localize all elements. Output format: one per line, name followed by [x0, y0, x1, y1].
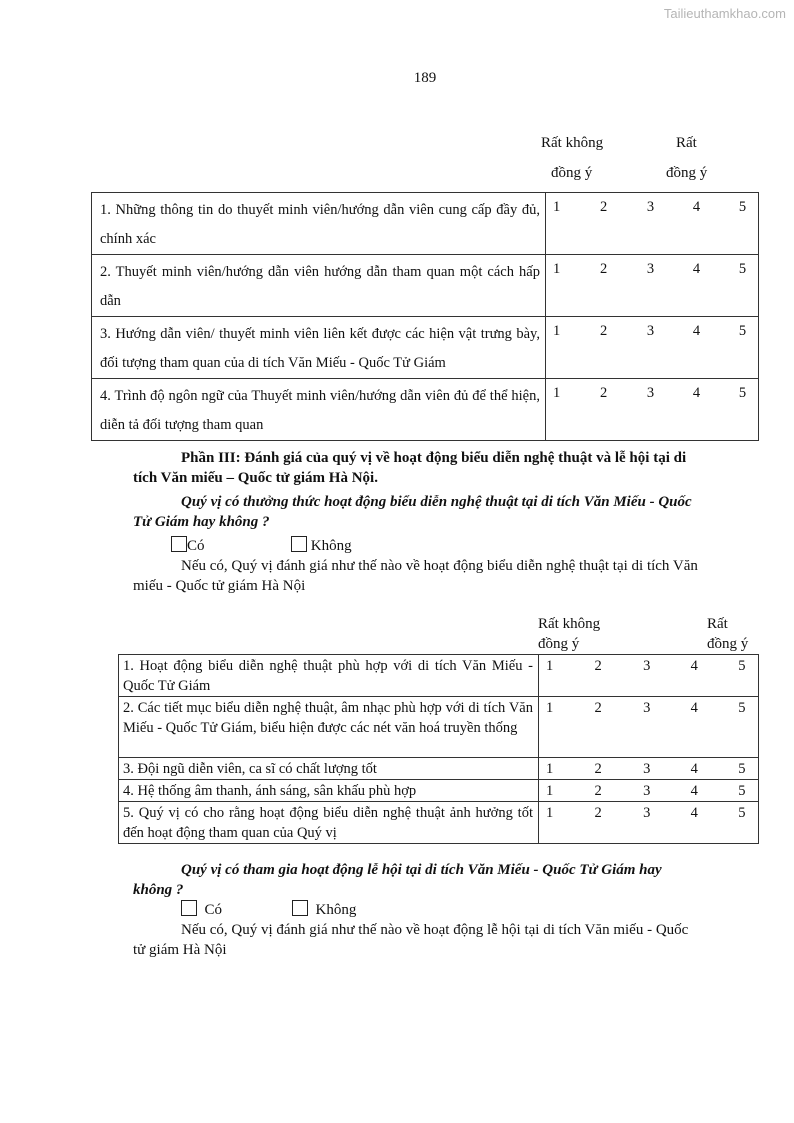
part3-question-line1: Quý vị có thưởng thức hoạt động biểu diễn nghệ thuật tại di tích Văn Miếu - Quốc [181, 494, 692, 510]
rating-option[interactable]: 4 [690, 805, 698, 821]
table-row [92, 193, 759, 255]
rating-option[interactable]: 1 [553, 199, 561, 215]
rating-option[interactable]: 3 [643, 783, 651, 799]
rating-option[interactable]: 3 [643, 761, 651, 777]
festival-yes-label: Có [204, 902, 223, 918]
festival-question-line2: không ? [133, 882, 184, 898]
rating-option[interactable]: 5 [738, 700, 746, 716]
yes-checkbox[interactable] [171, 536, 187, 552]
question-cell: 3. Đội ngũ diễn viên, ca sĩ có chất lượng tốt [119, 758, 539, 780]
question-cell: 5. Quý vị có cho rằng hoạt động biểu diễn nghệ thuật ảnh hưởng tốt đến hoạt động tham quan của Quý vị [119, 802, 539, 844]
festival-question-line1: Quý vị có tham gia hoạt động lễ hội tại di tích Văn Miếu - Quốc Tử Giám hay [181, 862, 662, 878]
rating-option[interactable]: 2 [594, 783, 602, 799]
scale-high-label-line1: Rất [707, 616, 728, 632]
festival-no-label: Không [315, 902, 357, 918]
part3-question-line2: Tử Giám hay không ? [133, 514, 270, 530]
rating-option[interactable]: 4 [690, 658, 698, 674]
question-cell: 2. Các tiết mục biểu diễn nghệ thuật, âm nhạc phù hợp với di tích Văn Miếu - Quốc Tử Giám, biểu hiện được các nét văn hoá truyền thống [119, 697, 539, 758]
question-cell: 4. Trình độ ngôn ngữ của Thuyết minh viên/hướng dẫn viên đủ để thể hiện, diễn tả đối tượng tham quan [92, 379, 546, 441]
scale-high-label-line2: đồng ý [666, 165, 708, 181]
rating-option[interactable]: 4 [690, 761, 698, 777]
no-label: Không [310, 538, 352, 554]
festival-yes-checkbox[interactable] [181, 900, 197, 916]
rating-cell [546, 317, 759, 379]
rating-option[interactable]: 4 [692, 385, 701, 401]
rating-option[interactable]: 5 [738, 199, 747, 215]
yes-option [171, 536, 205, 556]
rating-option[interactable]: 3 [646, 199, 655, 215]
rating-option[interactable]: 1 [546, 761, 554, 777]
rating-cell [539, 802, 759, 844]
rating-option[interactable]: 2 [599, 199, 608, 215]
no-option [291, 536, 352, 556]
festival-yes-option [181, 900, 222, 920]
guide-rating-table [91, 192, 759, 441]
question-cell: 1. Những thông tin do thuyết minh viên/hướng dẫn viên cung cấp đầy đủ, chính xác [92, 193, 546, 255]
festival-followup-line2: tử giám Hà Nội [133, 942, 227, 958]
rating-option[interactable]: 4 [692, 261, 701, 277]
table-row [119, 802, 759, 844]
table-row [119, 758, 759, 780]
yes-label: Có [187, 538, 205, 554]
rating-option[interactable]: 2 [599, 385, 608, 401]
rating-option[interactable]: 1 [546, 783, 554, 799]
table-row [92, 379, 759, 441]
rating-option[interactable]: 5 [738, 658, 746, 674]
festival-no-option [292, 900, 356, 920]
rating-option[interactable]: 1 [546, 700, 554, 716]
part3-followup-line1: Nếu có, Quý vị đánh giá như thế nào về hoạt động biểu diễn nghệ thuật tại di tích Văn [181, 558, 698, 574]
rating-cell [539, 758, 759, 780]
rating-option[interactable]: 1 [553, 323, 561, 339]
scale-high-label-line1: Rất [676, 135, 697, 151]
part3-followup-line2: miếu - Quốc tử giám Hà Nội [133, 578, 306, 594]
rating-option[interactable]: 4 [692, 199, 701, 215]
rating-option[interactable]: 3 [643, 805, 651, 821]
rating-option[interactable]: 5 [738, 323, 747, 339]
rating-option[interactable]: 4 [692, 323, 701, 339]
scale-low-label-line2: đồng ý [538, 636, 580, 652]
page-number: 189 [413, 70, 437, 86]
rating-option[interactable]: 2 [594, 761, 602, 777]
table-row [119, 780, 759, 802]
scale-high-label-line2: đồng ý [707, 636, 749, 652]
rating-option[interactable]: 5 [738, 805, 746, 821]
question-cell: 4. Hệ thống âm thanh, ánh sáng, sân khấu phù hợp [119, 780, 539, 802]
rating-option[interactable]: 3 [643, 700, 651, 716]
rating-option[interactable]: 5 [738, 261, 747, 277]
rating-option[interactable]: 2 [594, 700, 602, 716]
table-row [92, 317, 759, 379]
festival-followup-line1: Nếu có, Quý vị đánh giá như thế nào về hoạt động lễ hội tại di tích Văn miếu - Quốc [181, 922, 689, 938]
rating-option[interactable]: 3 [643, 658, 651, 674]
rating-option[interactable]: 5 [738, 761, 746, 777]
rating-option[interactable]: 4 [690, 700, 698, 716]
rating-cell [539, 780, 759, 802]
rating-cell [546, 255, 759, 317]
rating-option[interactable]: 2 [594, 658, 602, 674]
watermark: Tailieuthamkhao.com [663, 6, 786, 21]
rating-cell [546, 379, 759, 441]
part3-heading-line2: tích Văn miếu – Quốc tử giám Hà Nội. [133, 470, 378, 486]
question-cell: 3. Hướng dẫn viên/ thuyết minh viên liên kết được các hiện vật trưng bày, đối tượng tham quan của di tích Văn Miếu - Quốc Tử Giám [92, 317, 546, 379]
rating-option[interactable]: 4 [690, 783, 698, 799]
table-row [119, 697, 759, 758]
question-cell: 1. Hoạt động biểu diễn nghệ thuật phù hợp với di tích Văn Miếu - Quốc Tử Giám [119, 655, 539, 697]
rating-option[interactable]: 1 [553, 261, 561, 277]
rating-option[interactable]: 1 [546, 805, 554, 821]
festival-no-checkbox[interactable] [292, 900, 308, 916]
performance-rating-table [118, 654, 759, 844]
table-row [119, 655, 759, 697]
rating-cell [546, 193, 759, 255]
rating-option[interactable]: 3 [646, 385, 655, 401]
rating-option[interactable]: 2 [594, 805, 602, 821]
rating-option[interactable]: 3 [646, 261, 655, 277]
rating-option[interactable]: 5 [738, 385, 747, 401]
scale-low-label-line1: Rất không [541, 135, 604, 151]
part3-heading-line1: Phần III: Đánh giá của quý vị về hoạt động biểu diễn nghệ thuật và lễ hội tại di [181, 450, 687, 466]
scale-low-label-line1: Rất không [538, 616, 601, 632]
rating-option[interactable]: 1 [553, 385, 561, 401]
rating-cell [539, 697, 759, 758]
rating-option[interactable]: 2 [599, 323, 608, 339]
no-checkbox[interactable] [291, 536, 307, 552]
rating-option[interactable]: 2 [599, 261, 608, 277]
rating-option[interactable]: 5 [738, 783, 746, 799]
table-row [92, 255, 759, 317]
rating-option[interactable]: 3 [646, 323, 655, 339]
question-cell: 2. Thuyết minh viên/hướng dẫn viên hướng dẫn tham quan một cách hấp dẫn [92, 255, 546, 317]
rating-cell [539, 655, 759, 697]
scale-low-label-line2: đồng ý [551, 165, 593, 181]
rating-option[interactable]: 1 [546, 658, 554, 674]
